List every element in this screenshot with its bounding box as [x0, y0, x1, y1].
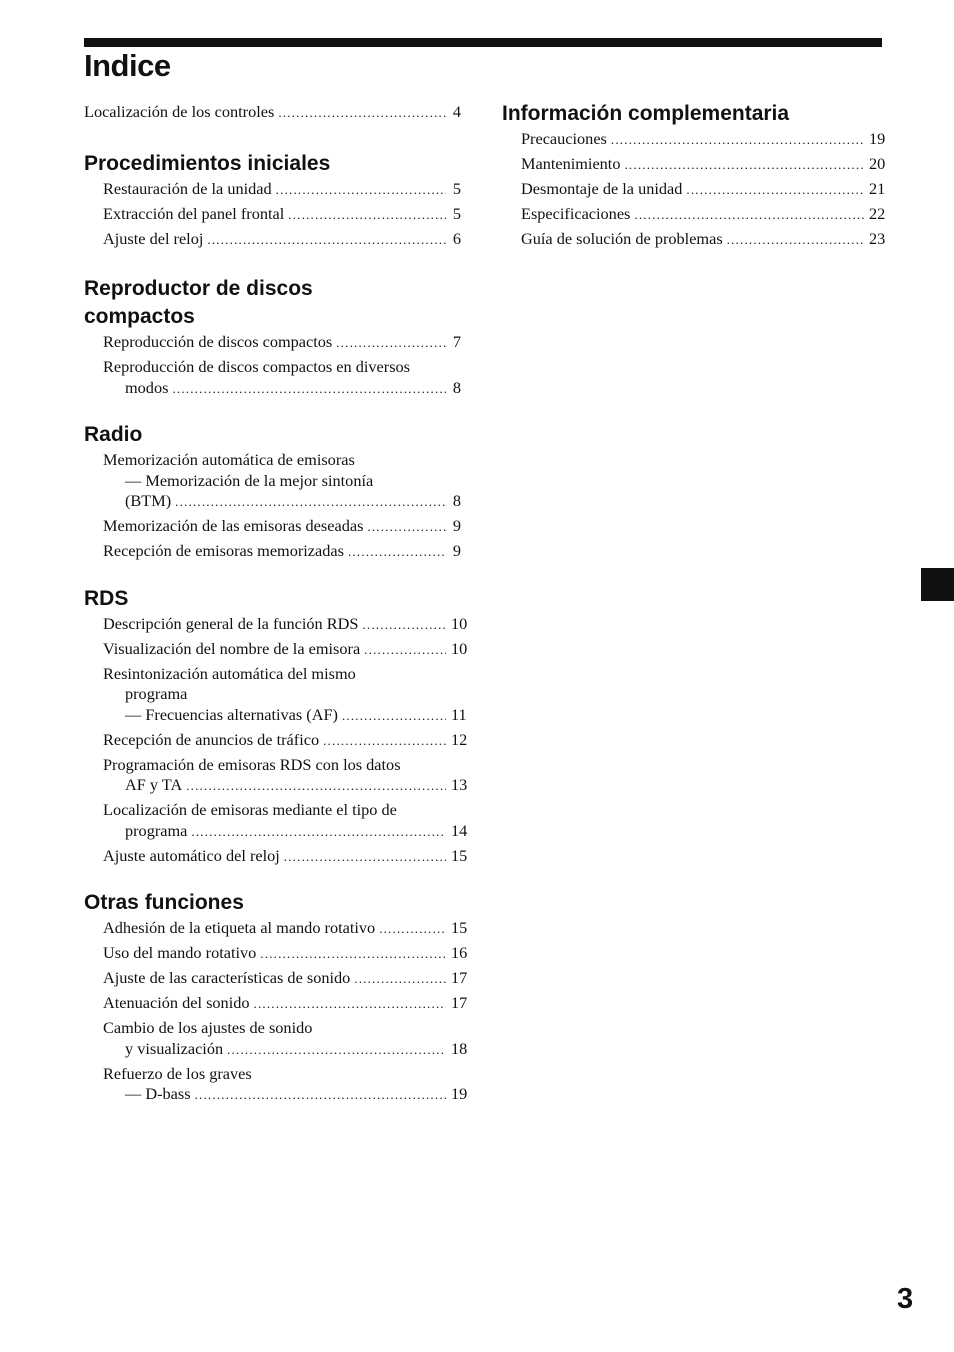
toc-entry[interactable]	[103, 357, 461, 399]
section-heading-line: Reproductor de discos	[84, 277, 313, 300]
toc-entry-page: 11	[451, 704, 467, 724]
toc-entry-page: 20	[869, 154, 886, 173]
toc-section	[84, 889, 468, 1106]
toc-entry-page: 9	[452, 541, 461, 560]
toc-entry[interactable]	[103, 845, 468, 868]
toc-entry[interactable]	[103, 1063, 468, 1106]
toc-entry-list	[84, 918, 468, 1106]
dot-leader	[207, 230, 446, 251]
toc-entry[interactable]	[103, 729, 468, 752]
toc-entry[interactable]	[103, 638, 468, 661]
toc-entry-page: 13	[451, 775, 468, 794]
toc-entry-row	[103, 204, 461, 226]
toc-entry-page: 12	[451, 729, 468, 749]
toc-entry-label: Refuerzo de los graves	[103, 1063, 252, 1083]
section-heading-line: Radio	[84, 423, 143, 446]
toc-entry-row	[103, 775, 468, 797]
toc-sections	[84, 150, 468, 1106]
toc-entry-page: 5	[452, 203, 461, 223]
toc-sections	[502, 100, 886, 251]
section-heading-line: Información complementaria	[502, 102, 790, 125]
toc-entry-row	[521, 204, 886, 226]
toc-entry-label: Recepción de emisoras memorizadas	[103, 541, 344, 560]
dot-leader	[686, 180, 864, 201]
toc-entry[interactable]	[103, 1018, 468, 1060]
toc-entry-label: Localización de los controles	[84, 102, 275, 121]
toc-entry-page: 8	[452, 491, 461, 510]
toc-entry-label: Localización de emisoras mediante el tipo de	[103, 800, 397, 819]
toc-entry-row	[103, 378, 461, 400]
toc-entry-page: 4	[452, 102, 461, 121]
toc-entry[interactable]	[103, 663, 467, 727]
toc-entry-row	[103, 993, 468, 1015]
toc-entry-label: modos	[125, 377, 169, 397]
dot-leader	[172, 379, 446, 400]
thumb-index-tab	[921, 568, 954, 601]
dot-leader	[227, 1040, 446, 1061]
toc-entry-list	[84, 332, 461, 399]
toc-entry-label: Ajuste de las características de sonido	[103, 968, 351, 987]
toc-entry-label: AF y TA	[125, 775, 183, 794]
toc-entry-row	[103, 332, 461, 354]
toc-entry[interactable]	[103, 516, 461, 538]
page-number: 3	[897, 1283, 914, 1315]
toc-entry-page: 10	[451, 638, 468, 658]
toc-entry-label: — D-bass	[125, 1084, 191, 1103]
toc-entry-row	[103, 918, 468, 940]
toc-entry-label: y visualización	[125, 1038, 224, 1058]
dot-leader	[727, 230, 864, 251]
toc-entry[interactable]	[103, 204, 461, 226]
toc-section	[502, 100, 886, 251]
dot-leader	[288, 205, 446, 226]
toc-entry-row	[103, 491, 461, 513]
toc-entry[interactable]	[103, 800, 468, 842]
toc-entry-page: 15	[451, 845, 468, 865]
dot-leader	[364, 640, 446, 661]
toc-entry-page: 23	[869, 229, 886, 248]
toc-entry-row	[103, 729, 468, 752]
toc-entry-label: Reproducción de discos compactos en diversos	[103, 357, 411, 376]
toc-entry-row	[521, 179, 886, 201]
toc-entry-label: Ajuste automático del reloj	[103, 845, 280, 865]
toc-section	[84, 150, 461, 251]
dot-leader	[634, 205, 864, 226]
toc-entry-label: Memorización automática de emisoras	[103, 450, 355, 469]
toc-entry[interactable]	[521, 204, 886, 226]
toc-entry-label: Precauciones	[521, 129, 607, 148]
toc-entry-page: 17	[451, 968, 468, 987]
dot-leader	[367, 517, 446, 538]
toc-entry-label: — Memorización de la mejor sintonía	[125, 470, 374, 490]
dot-leader	[362, 615, 446, 636]
toc-entry[interactable]	[103, 179, 461, 201]
toc-entry-list	[84, 450, 461, 563]
toc-entry-label: Adhesión de la etiqueta al mando rotativo	[103, 918, 376, 937]
toc-entry[interactable]	[103, 754, 468, 797]
toc-entry-label: Cambio de los ajustes de sonido	[103, 1018, 313, 1037]
toc-entry-page: 8	[452, 377, 461, 397]
toc-entry[interactable]	[103, 541, 461, 563]
toc-entry-list	[84, 179, 461, 251]
toc-entry[interactable]	[103, 229, 461, 251]
toc-entry-label: Especificaciones	[521, 204, 631, 223]
toc-entry-row	[521, 129, 886, 151]
dot-leader	[278, 103, 446, 124]
dot-leader	[348, 542, 446, 563]
toc-entry[interactable]	[103, 450, 461, 513]
toc-entry-row	[521, 229, 886, 251]
dot-leader	[186, 776, 446, 797]
toc-entry-row	[103, 516, 461, 538]
toc-section	[84, 421, 461, 563]
section-heading-line: compactos	[84, 305, 195, 328]
toc-entry[interactable]	[103, 943, 468, 965]
toc-entry[interactable]	[103, 918, 468, 940]
toc-entry-row	[521, 154, 886, 176]
toc-entry-label: Reproducción de discos compactos	[103, 332, 333, 351]
toc-entry-list	[502, 129, 886, 251]
toc-entry-label: Recepción de anuncios de tráfico	[103, 729, 320, 749]
toc-entry[interactable]	[521, 129, 886, 151]
dot-leader	[195, 1085, 446, 1106]
dot-leader	[323, 731, 446, 752]
toc-entry-label: Resintonización automática del mismo	[103, 663, 356, 683]
toc-entry-page: 18	[451, 1038, 468, 1058]
toc-entry-page: 15	[451, 918, 468, 937]
toc-entry[interactable]	[103, 993, 468, 1015]
toc-entry-row	[103, 968, 468, 990]
page-title: Indice	[84, 48, 171, 83]
toc-entry-row	[103, 943, 468, 965]
toc-entry-row	[103, 820, 468, 843]
dot-leader	[191, 822, 446, 843]
section-heading	[84, 421, 461, 449]
toc-entry-row	[103, 229, 461, 251]
toc-entry-label: Uso del mando rotativo	[103, 943, 257, 962]
toc-entry-page: 16	[451, 943, 468, 962]
toc-entry-label: programa	[125, 684, 188, 703]
toc-entry-row	[103, 1084, 468, 1106]
toc-entry-page: 10	[451, 613, 468, 633]
toc-entry-page: 22	[869, 204, 886, 223]
toc-entry-page: 14	[451, 820, 468, 840]
toc-section	[84, 585, 468, 868]
toc-entry-row	[103, 638, 468, 661]
section-heading-line: Procedimientos iniciales	[84, 151, 331, 175]
toc-right-column	[502, 100, 886, 251]
toc-entry-row	[103, 179, 461, 201]
toc-entry[interactable]	[103, 613, 468, 636]
toc-section	[84, 275, 461, 399]
toc-entry-label: Memorización de las emisoras deseadas	[103, 516, 364, 535]
toc-entry-row	[103, 541, 461, 563]
section-heading	[84, 889, 461, 917]
dot-leader	[175, 492, 446, 513]
section-heading	[502, 100, 879, 128]
toc-entry[interactable]	[521, 179, 886, 201]
toc-entry-label: Extracción del panel frontal	[103, 203, 285, 223]
toc-entry-label: Mantenimiento	[521, 154, 621, 173]
toc-entry-label: Programación de emisoras RDS con los datos	[103, 754, 401, 774]
top-rule	[84, 38, 882, 47]
toc-entry-page: 19	[869, 129, 886, 148]
section-heading	[84, 275, 461, 331]
toc-entry-row	[103, 845, 468, 868]
dot-leader	[336, 333, 446, 354]
toc-entry-page: 21	[869, 179, 886, 198]
toc-entry-row	[103, 613, 468, 636]
section-heading	[84, 150, 461, 178]
toc-entry-row	[103, 1038, 468, 1061]
dot-leader	[611, 130, 864, 151]
toc-entry-page: 6	[452, 228, 461, 248]
toc-entry-label: Atenuación del sonido	[103, 993, 250, 1012]
dot-leader	[342, 706, 446, 727]
toc-entry-label: (BTM)	[125, 491, 172, 510]
toc-entry[interactable]	[521, 229, 886, 251]
toc-entry-label: Visualización del nombre de la emisora	[103, 638, 361, 658]
dot-leader	[354, 969, 446, 990]
toc-entry[interactable]	[521, 154, 886, 176]
section-heading-line: RDS	[84, 586, 129, 610]
toc-entry-page: 5	[452, 178, 461, 198]
toc-entry-label: Desmontaje de la unidad	[521, 179, 683, 198]
section-heading-line: Otras funciones	[84, 891, 244, 914]
toc-entry[interactable]	[84, 102, 461, 124]
toc-entry[interactable]	[103, 332, 461, 354]
dot-leader	[284, 847, 446, 868]
toc-entry-page: 7	[452, 332, 461, 351]
toc-entry-label: Guía de solución de problemas	[521, 229, 723, 248]
toc-entry-label: programa	[125, 820, 188, 840]
toc-entry-page: 17	[451, 993, 468, 1012]
dot-leader	[260, 944, 446, 965]
toc-entry-page: 19	[451, 1084, 468, 1103]
toc-entry-page: 9	[452, 516, 461, 535]
dot-leader	[276, 180, 446, 201]
section-heading	[84, 585, 461, 613]
toc-entry[interactable]	[103, 968, 468, 990]
dot-leader	[624, 155, 864, 176]
toc-entry-label: Descripción general de la función RDS	[103, 613, 359, 633]
toc-left-column	[84, 102, 468, 1106]
toc-entry-label: — Frecuencias alternativas (AF)	[125, 704, 338, 724]
dot-leader	[254, 994, 447, 1015]
toc-entry-label: Ajuste del reloj	[103, 228, 204, 248]
toc-entry-row	[103, 704, 467, 727]
dot-leader	[379, 919, 446, 940]
toc-entry-list	[84, 613, 468, 868]
toc-entry-label: Restauración de la unidad	[103, 178, 272, 198]
